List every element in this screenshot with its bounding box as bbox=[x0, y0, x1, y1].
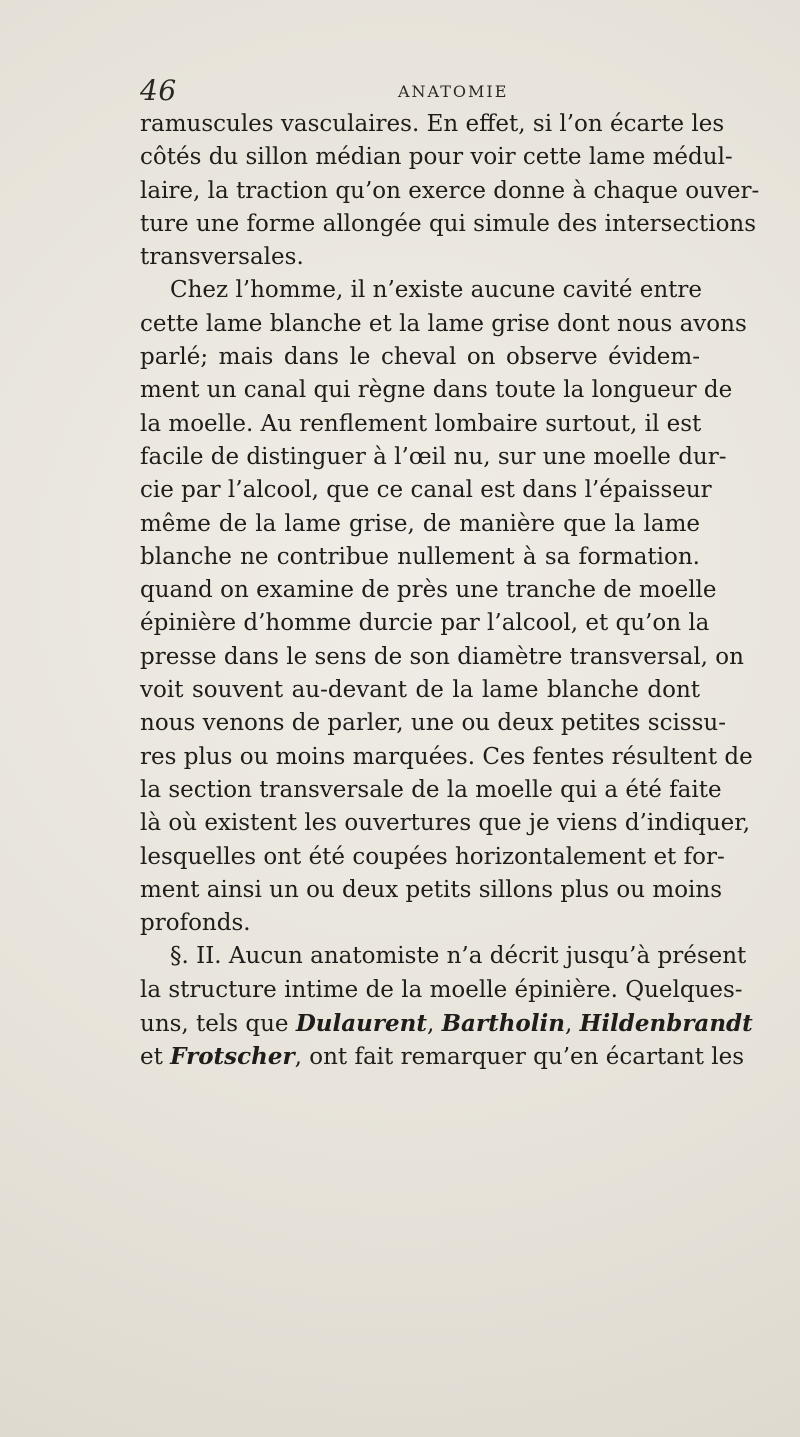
text-line: profonds. bbox=[140, 910, 251, 937]
author-name-bartholin: Bartholin bbox=[441, 1010, 565, 1038]
text-line-authors bbox=[140, 1007, 753, 1040]
paragraph-start-line: Chez l’homme, il n’existe aucune cavité entre bbox=[170, 277, 703, 304]
author-name-hildenbrandt: Hildenbrandt bbox=[579, 1010, 753, 1038]
text-line: transversales. bbox=[140, 244, 304, 271]
text-line-authors bbox=[140, 1040, 745, 1073]
text-line: cette lame blanche et la lame grise dont nous avons bbox=[140, 310, 747, 337]
text-line: res plus ou moins marquées. Ces fentes résultent de bbox=[140, 743, 753, 770]
text-line: la structure intime de la moelle épinière. Quelques- bbox=[140, 976, 743, 1003]
author-name-frotscher: Frotscher bbox=[170, 1043, 295, 1071]
text-line: la section transversale de la moelle qui a été faite bbox=[140, 776, 722, 803]
text-line: facile de distinguer à l’œil nu, sur une moelle dur- bbox=[140, 443, 727, 470]
text-line: quand on examine de près une tranche de moelle bbox=[140, 577, 717, 604]
text-line: ment un canal qui règne dans toute la longueur de bbox=[140, 377, 733, 404]
body-text bbox=[140, 108, 760, 1074]
text-line: épinière d’homme durcie par l’alcool, et qu’on la bbox=[140, 610, 710, 637]
running-head: ANATOMIE bbox=[398, 82, 509, 101]
text-line: lesquelles ont été coupées horizontalement et for- bbox=[140, 843, 725, 870]
page-header bbox=[140, 74, 700, 107]
text-line: laire, la traction qu’on exerce donne à chaque ouver- bbox=[140, 177, 760, 204]
section-heading-line: §. II. Aucun anatomiste n’a décrit jusqu’à présent bbox=[170, 943, 747, 970]
text-line: ture une forme allongée qui simule des intersections bbox=[140, 210, 757, 237]
page-number: 46 bbox=[140, 74, 177, 107]
text-line: nous venons de parler, une ou deux petites scissu- bbox=[140, 710, 726, 737]
text-line: côtés du sillon médian pour voir cette lame médul- bbox=[140, 144, 733, 171]
author-name-dulaurent: Dulaurent bbox=[295, 1010, 427, 1038]
text-line: parlé; mais dans le cheval on observe évidem- bbox=[140, 344, 700, 371]
line-suffix: , ont fait remarquer qu’en écartant les bbox=[294, 1044, 745, 1071]
text-line: presse dans le sens de son diamètre transversal, on bbox=[140, 643, 744, 670]
text-line: la moelle. Au renflement lombaire surtout, il est bbox=[140, 410, 702, 437]
text-line: là où existent les ouvertures que je viens d’indiquer, bbox=[140, 810, 751, 837]
line-prefix: uns, tels que bbox=[140, 1011, 296, 1038]
text-line: ment ainsi un ou deux petits sillons plus ou moins bbox=[140, 876, 723, 903]
text-line: ramuscules vasculaires. En effet, si l’on écarte les bbox=[140, 111, 725, 137]
text-line: blanche ne contribue nullement à sa formation. bbox=[140, 543, 700, 570]
text-line: voit souvent au-devant de la lame blanche dont bbox=[140, 677, 700, 704]
separator: , bbox=[426, 1011, 442, 1038]
text-line: même de la lame grise, de manière que la lame bbox=[140, 510, 700, 537]
separator: , bbox=[564, 1011, 580, 1038]
text-line: cie par l’alcool, que ce canal est dans l’épaisseur bbox=[140, 477, 712, 504]
line-prefix: et bbox=[140, 1044, 171, 1071]
